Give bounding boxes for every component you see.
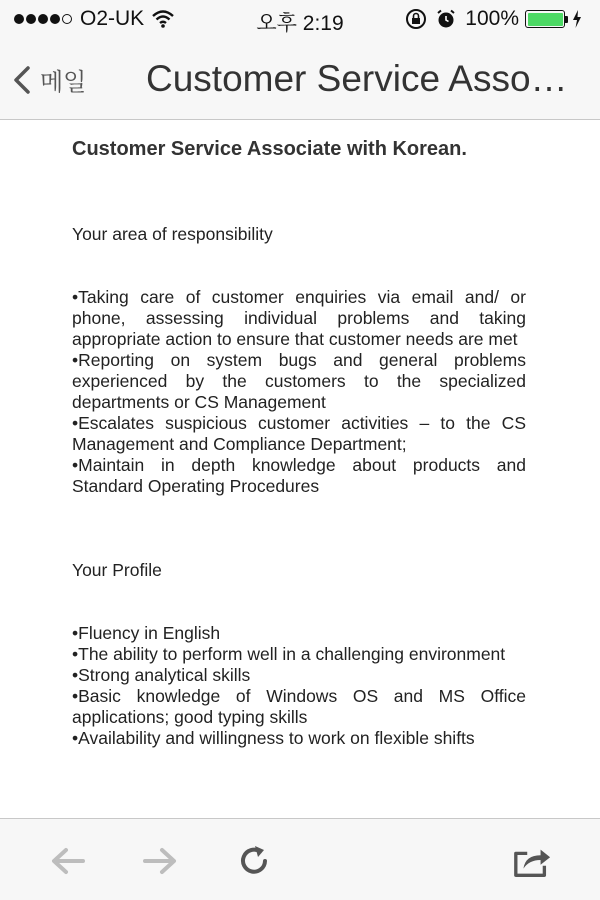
charging-bolt-icon (572, 9, 582, 29)
signal-dot (26, 14, 36, 24)
back-arrow-button[interactable] (48, 841, 88, 881)
document-content (72, 120, 526, 820)
status-bar (0, 0, 600, 40)
bottom-toolbar (0, 818, 600, 900)
list-item: •Strong analytical skills (72, 665, 251, 685)
list-item: •Reporting on system bugs and general problems experienced by the customers to the specialized departments or CS Management (72, 350, 526, 412)
responsibility-heading: Your area of responsibility (72, 224, 273, 244)
battery-tip (565, 16, 568, 23)
signal-dot (62, 14, 72, 24)
profile-list (72, 623, 526, 749)
signal-dot (50, 14, 60, 24)
status-left (14, 7, 174, 31)
status-time: 오후 2:19 (256, 12, 344, 35)
reload-button[interactable] (234, 841, 274, 881)
battery-fill (528, 13, 563, 26)
wifi-icon (152, 9, 174, 29)
battery-body (525, 10, 565, 28)
list-item: •Maintain in depth knowledge about products and Standard Operating Procedures (72, 455, 526, 496)
signal-strength-icon (14, 14, 74, 24)
forward-arrow-icon (142, 846, 178, 876)
battery-icon (525, 10, 568, 28)
orientation-lock-icon (405, 8, 427, 30)
list-item: •The ability to perform well in a challenging environment (72, 644, 506, 664)
list-item: •Basic knowledge of Windows OS and MS Office applications; good typing skills (72, 686, 526, 727)
navigation-bar (0, 40, 600, 120)
back-arrow-icon (50, 846, 86, 876)
back-to-mail-button[interactable] (12, 62, 86, 97)
signal-dot (38, 14, 48, 24)
profile-heading: Your Profile (72, 560, 162, 580)
share-icon (512, 843, 552, 879)
nav-title: Customer Service Assoc… (146, 58, 586, 99)
back-button-label: 메일 (40, 69, 87, 96)
status-right (405, 7, 590, 31)
job-title: Customer Service Associate with Korean. (72, 138, 467, 160)
list-item: •Escalates suspicious customer activities – to the CS Management and Compliance Department; (72, 413, 526, 454)
chevron-left-icon (12, 65, 32, 95)
battery-percent: 100% (465, 7, 519, 30)
share-button[interactable] (512, 841, 552, 881)
alarm-clock-icon (435, 8, 457, 30)
forward-arrow-button[interactable] (140, 841, 180, 881)
list-item: •Availability and willingness to work on flexible shifts (72, 728, 475, 748)
signal-dot (14, 14, 24, 24)
list-item: •Fluency in English (72, 623, 221, 643)
responsibility-list (72, 287, 526, 497)
list-item: •Taking care of customer enquiries via email and/ or phone, assessing individual problems and taking appropriate action to ensure that customer needs are met (72, 287, 526, 349)
carrier-name: O2-UK (80, 7, 145, 30)
reload-icon (236, 843, 272, 879)
